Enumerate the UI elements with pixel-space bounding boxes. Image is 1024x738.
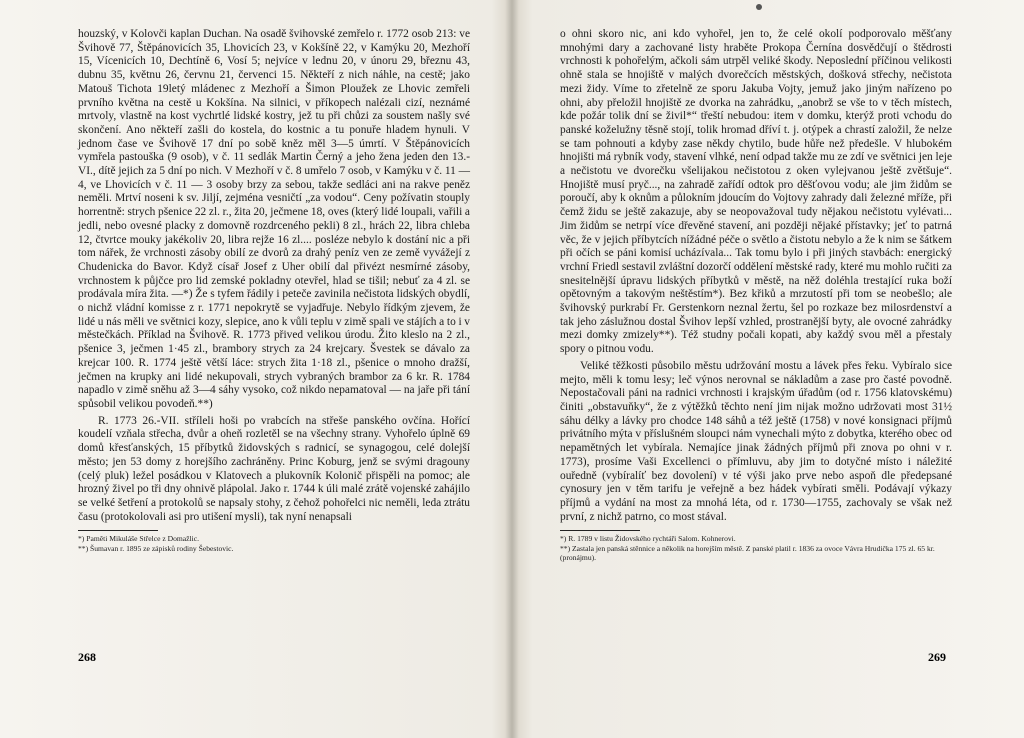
right-footnote-1: *) R. 1789 v listu Židovského rychtáři Salom. Kohnerovi.: [560, 534, 736, 544]
right-paragraph-1: o ohni skoro nic, ani kdo vyhořel, jen to, že celé okolí podporovalo měšťany mnohými dary a zachované listy hraběte Prokopa Černína dosvědčují o štědrosti vrchnosti k pohořelým, ačkoli sám utrpěl veliké škody. Neposlední příčinou velikosti ohně stala se hnojiště v malých dvorečcích městských, došková střechy, nečistota mezi židy. Víme to zřetelně ze sporu Jakuba Vojty, jemuž jako jiným nařízeno po ohni, aby přeložil hnojiště ze dvorka na zahrádku, „anobrž se vše to v těch místech, kde požár tolik dní se živil*“ třeští nebudou: item v domku, kterýž proti vchodu do panské koželužny těsně stojí, tolik hromad dříví t. j. otýpek a chrastí založil, že nelze se tam pohnouti a kdyby zase někdy chytilo, bude hůře než předešle. V hlubokém hnojišti má rybník vody, stavení vlhké, není odpad takže mu ze zdí ve světnici jen leje a nečistotu ve dvorečku všelijakou nečistotou z oken vylejvanou ještě zvětšuje“. Hnojiště musí pryč..., na zahradě zařídí odtok pro děšťovou vodu; ale jim židům se poroučí, aby k oknům a půlokním jdoucím do Vojtovy zahrady dali železné mříže, při čemž židu se ještě zakazuje, aby se neopovažoval tudy nějakou nečistotu vylévati... Jim židům se netrpí více dřevěné stavení, ani později nějaké přístavky; jeť to patrná věc, že v jejich příbytcích nížádné péče o světlo a čistotu nebylo a že k nim se šátkem při očích se páni komisí ucházívala... Tak tomu bylo i při jiných stavbách: energický vrchní Friedl sestavil zvláštní dozorčí oddělení městské rady, které mu mohlo ručiti za snesitelnější úpravu lidských příbytků v městě, na něž doléhla trestající ruka boží opětovným a takovým neštěstím*). Bez křiků a mrzutostí při tom se neobešlo; ale švihovský purkrabí Fr. Gerstenkorn neznal žertu, šel po rozkaze bez milosrdenství a tak jeho záslužnou dostal Švihov lepší vzhled, prostranější byty, ale ovocné zahrádky mezi domky zmizely**). Též studny počali kopati, aby každý svou měl a přestaly spory o pitnou vodu.: [560, 28, 952, 356]
footnote-rule: [560, 530, 640, 531]
right-footnote-2: **) Zastala jen panská stěnnice a několik na horejším městě. Z panské platil r. 1836 za ovoce Vávra Hrudička 175 zl. 65 kr. (pronájmu).: [560, 543, 935, 563]
ink-dot: [756, 4, 762, 10]
left-page: [78, 28, 470, 553]
right-page-number: 269: [928, 650, 946, 664]
left-paragraph-1: houzský, v Kolovči kaplan Duchan. Na osadě švihovské zemřelo r. 1772 osob 213: ve Švihově 77, Štěpánovicích 35, Lhovicích 23, v Kokšíně 22, v Kamýku 20, Mezhoří 15, Vícenicích 10, Dechtíně 6, Vosí 5; nejvíce v lednu 20, v únoru 29, březnu 43, dubnu 35, květnu 26, červnu 21, červenci 15. Někteří z nich náhle, na cestě; jako Matouš Tichota 19letý mládenec z Mezhoří a Šimon Ploužek ze Lhovic zemřeli prvního května na cestě u Kokšína. Na silnici, v příkopech nalézali cizí, neznámé mrtvoly, vlastně na kost vychrtlé lidské kostry, jež tu při chůzi za soustem našly své skončení. Ano někteří zašli do kostela, do kostnic a tu ponuře hladem hynuli. V jednom čase ve Švihově 17 dní po sobě kněz měl 3—5 úmrtí. V Štěpánovicích vymřela pastouška (9 osob), v č. 11 sedlák Martin Černý a jeho žena jeden den 13.-VI., dítě jejich za 5 dní po nich. V Mezhoří v č. 8 umřelo 7 osob, v Kamýku v č. 11 — 4, ve Lhovicích v č. 11 — 3 osoby brzy za sebou, takže sedláci ani na rakve peněz neměli. Mrtví noseni k sv. Jiljí, zejména vesničtí „za vodou“. Ceny požívatin stouply horrentně: strych pšenice 22 zl. r., žita 20, ječmene 18, oves (který lidé loupali, vařili a jedli, nebo ovesné placky z domovně rozdrceného pekli) 8 zl., hrách 22, libra chleba 12, čtvrtce mouky jakékoliv 20, libra rejže 16 zl.... posléze nebylo k dostání nic a při tom nářek, že vrchnosti zásoby obilí ze dvorů za drahý peníz ven ze země vyvážejí z Chudenicka do Bavor. Když císař Josef z Uher obilí dal přivézt nesmírné zásoby, vrchnostem k půjčce pro lid zemské pokladny otevřel, hlad se tišil; nebuť za 4 zl. se prodávala míra žita. —*) Že s tyfem řádily i peteče zavinila nečistota lidských obydlí, o nichž vládní komisse z r. 1771 nepokrytě se vyjadřuje. Nebylo řídkým zjevem, že lidé u nás měli ve světnici kozy, slepice, ano k vůli teplu v zimě spali ve stájích a to i v městečkách. Příklad na Švihově. R. 1773 přived velikou úrodu. Žito kleslo na 2 zl., pšenice 3, ječmen 1·45 zl., brambory strych za 24 krejcary. Švestek se dávalo za krejcar 100. R. 1774 ještě větší láce: strych žita 1·18 zl., pšenice o mnoho dražší, ječmen na krupky ani lidé nekupovali, strych vybraných brambor za 6 kr. R. 1784 napadlo v zimě sněhu až 3—4 sáhy vysoko, což nikdo nepamatoval — na jaře při tání spůsobil velikou povodeň.**): [78, 28, 470, 410]
book-gutter: [505, 0, 519, 738]
left-paragraph-2: R. 1773 26.-VII. stříleli hoši po vrabcích na střeše panského ovčína. Hořící koudelí vzňala střecha, dvůr a oheň rozletěl se na všechny strany. Vyhořelo úplně 69 domů křesťanských, 15 příbytků židovských s radnicí, se synagogou, celé dolejší město; jen 53 domy z horejšího zachráněny. Princ Koburg, jenž se svými dragouny (celý pluk) ležel posádkou v Klatovech a plukovník Kolonič přispěli na pomoc; ale hrozný živel po tři dny ohnivě plápolal. Jako r. 1744 k úli malé zrátě vojenské zahájilo se velké šetření a protokolů se napsaly stohy, z čehož pohořelci nic neměli, leda ztrátu času (protokolovali asi pro utišení mysli), tak nyní nenapsali: [78, 414, 470, 523]
left-page-number: 268: [78, 650, 96, 664]
left-footnote-1: *) Paměti Mikuláše Střelce z Domažlic.: [78, 534, 200, 544]
right-page: [560, 28, 952, 563]
right-paragraph-2: Veliké těžkosti působilo městu udržování mostu a lávek přes řeku. Vybíralo sice mejto, měli k tomu lesy; leč výnos nerovnal se nákladům a zase pro časté povodně. Nepostačovali páni na radnici vrchnosti i krajským úřadům (od r. 1756 klatovskému) činiti „obstavuňky“, že z výtěžků těchto není jim nijak možno udržovati most 31½ sáhu délky a lávky pro chodce 148 sáhů a též ještě (1758) v nové konsignaci příjmů privátního mýta v příslušném sloupci nám vynechali mýto z dobytka, kterého obec od nepamětných let vybírala. Nemajíce jinak žádných příjmů při znova po ohni v r. 1773), prosíme Vaši Excellenci o přímluvu, aby jim to dotyčné místo i náležité ouředně (vybíralíť bez dovolení) v té výši jako prve nebo aspoň dle předepsané cynosury jen v těm tarifu je veřejně a bez hádek vybírati směli. Podávají výkazy příjmů a vydání na most za mnohá léta, od r. 1730—1755, zachovaly se však než první, z nichž patrno, co most stával.: [560, 359, 952, 523]
footnote-rule: [78, 530, 158, 531]
left-footnote-2: **) Šumavan r. 1895 ze zápisků rodiny Šebestovic.: [78, 543, 234, 553]
